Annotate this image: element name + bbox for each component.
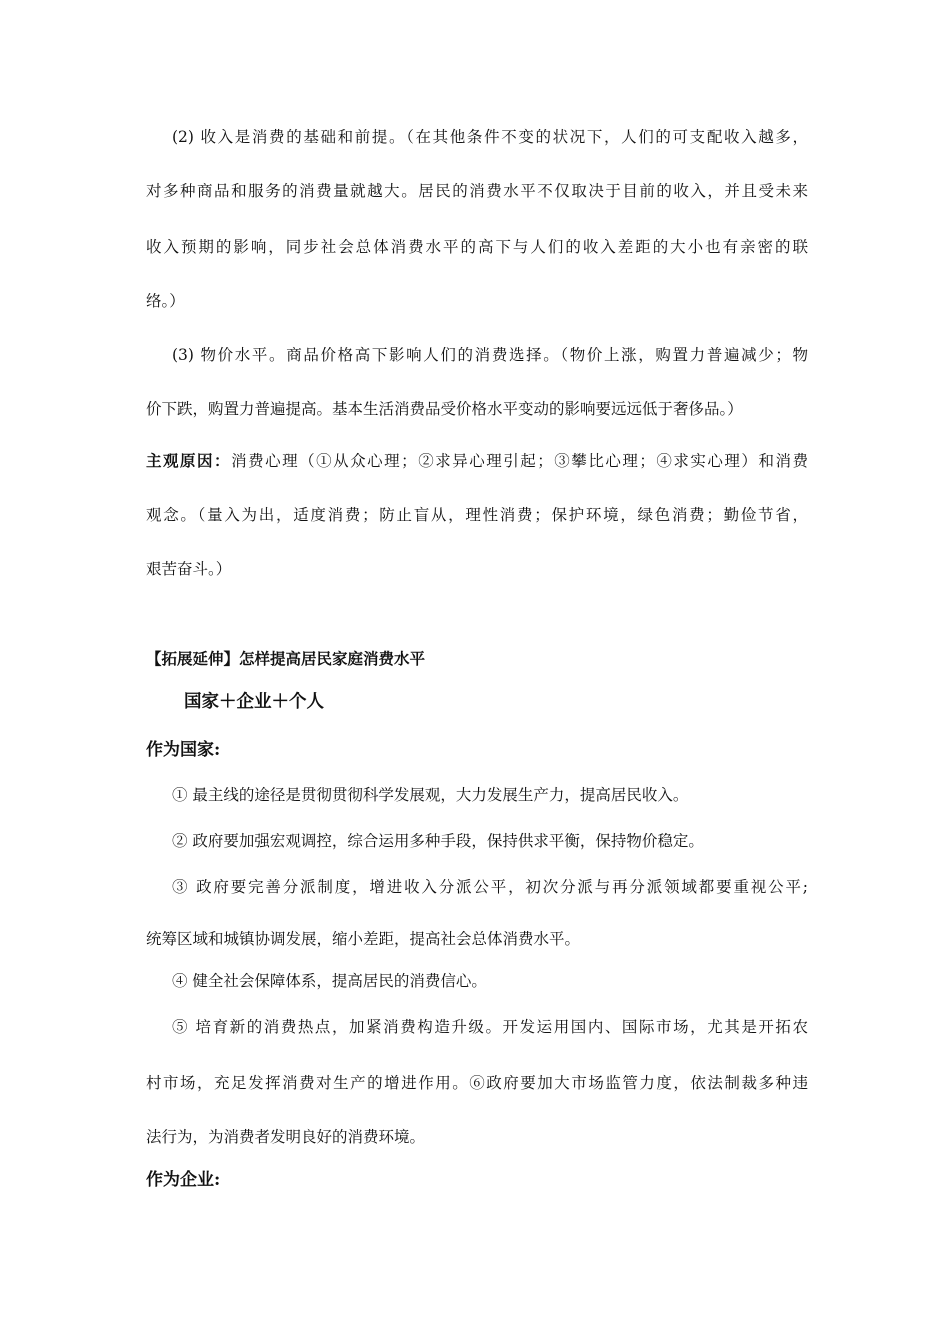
country-item-5-line-3: 法行为，为消费者发明良好的消费环境。: [146, 1128, 426, 1146]
income-paragraph-line-4: 络。）: [146, 292, 185, 310]
income-paragraph-line-3: 收入预期的影响，同步社会总体消费水平的高下与人们的收入差距的大小也有亲密的联: [146, 238, 808, 256]
price-paragraph-line-2: 价下跌，购置力普遍提高。基本生活消费品受价格水平变动的影响要远远低于奢侈品。）: [146, 400, 743, 418]
subjective-paragraph-line-1: [146, 450, 808, 472]
country-item-4: ④ 健全社会保障体系，提高居民的消费信心。: [172, 972, 487, 990]
income-paragraph-line-2: 对多种商品和服务的消费量就越大。居民的消费水平不仅取决于目前的收入，并且受未来: [146, 182, 808, 200]
country-item-1: ① 最主线的途径是贯彻贯彻科学发展观，大力发展生产力，提高居民收入。: [172, 786, 689, 804]
subjective-paragraph-line-3: 艰苦奋斗。）: [146, 560, 232, 578]
country-heading: 作为国家:: [146, 740, 221, 760]
country-item-5-line-2: 村市场，充足发挥消费对生产的增进作用。⑥政府要加大市场监管力度，依法制裁多种违: [146, 1074, 808, 1092]
extension-heading: 【拓展延伸】怎样提高居民家庭消费水平: [146, 649, 426, 668]
country-item-3-line-1: ③ 政府要完善分派制度，增进收入分派公平，初次分派与再分派领域都要重视公平;: [172, 878, 808, 896]
country-item-2: ② 政府要加强宏观调控，综合运用多种手段，保持供求平衡，保持物价稳定。: [172, 832, 704, 850]
country-item-5-line-1: ⑤ 培育新的消费热点，加紧消费构造升级。开发运用国内、国际市场，尤其是开拓农: [172, 1018, 808, 1036]
enterprise-heading: 作为企业:: [146, 1170, 221, 1190]
subjective-label: 主观原因：: [146, 451, 232, 470]
income-paragraph-line-1: (2) 收入是消费的基础和前提。（在其他条件不变的状况下，人们的可支配收入越多，: [172, 128, 808, 146]
subjective-text: 消费心理（①从众心理；②求异心理引起；③攀比心理；④求实心理）和消费: [231, 452, 808, 470]
price-paragraph-line-1: (3) 物价水平。商品价格高下影响人们的消费选择。（物价上涨，购置力普遍减少；物: [172, 346, 808, 364]
subjective-paragraph-line-2: 观念。（量入为出，适度消费；防止盲从，理性消费；保护环境，绿色消费；勤俭节省，: [146, 506, 808, 524]
subheading: 国家＋企业＋个人: [184, 692, 324, 712]
country-item-3-line-2: 统筹区域和城镇协调发展，缩小差距，提高社会总体消费水平。: [146, 930, 581, 948]
